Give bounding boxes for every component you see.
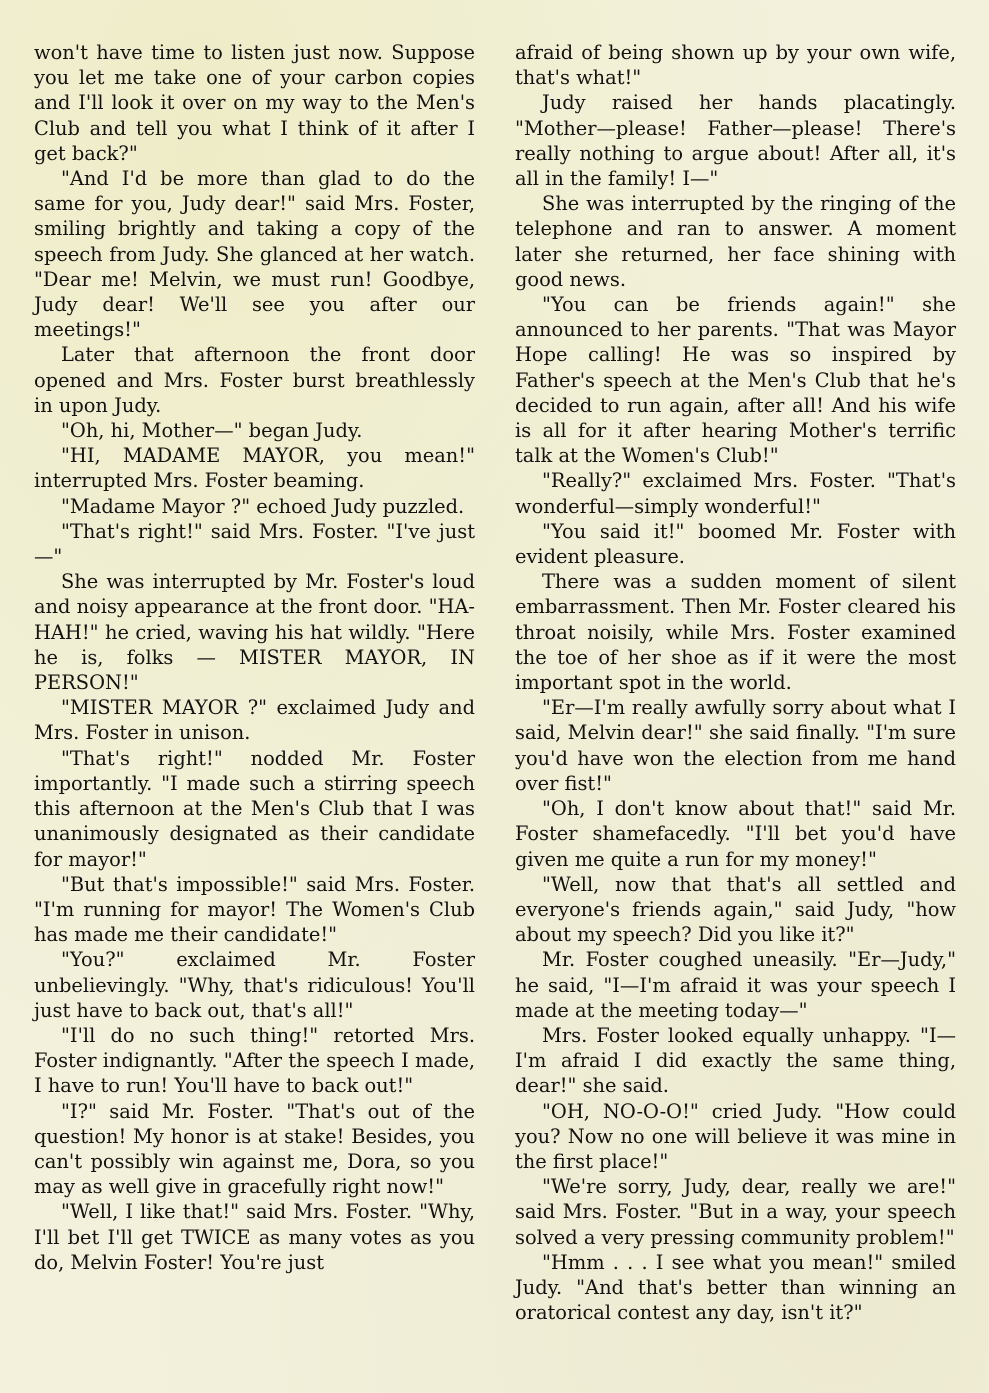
paragraph: "We're sorry, Judy, dear, really we are!" said Mrs. Foster. "But in a way, your speech solved a very pressing community problem!" <box>515 1175 956 1249</box>
paragraph: "Er—I'm really awfully sorry about what I said, Melvin dear!" she said finally. "I'm sure you'd have won the election from me hand over fist!" <box>515 696 956 795</box>
left-text-column <box>34 40 475 1275</box>
paragraph: "HI, MADAME MAYOR, you mean!" interrupted Mrs. Foster beaming. <box>34 444 475 493</box>
paragraph: "OH, NO-O-O!" cried Judy. "How could you? Now no one will believe it was mine in the first place!" <box>515 1099 956 1173</box>
paragraph: "Hmm . . . I see what you mean!" smiled Judy. "And that's better than winning an oratorical contest any day, isn't it?" <box>515 1250 956 1325</box>
paragraph: Mrs. Foster looked equally unhappy. "I—I'm afraid I did exactly the same thing, dear!" she said. <box>515 1023 956 1098</box>
right-text-column <box>515 40 956 1325</box>
paragraph: "Madame Mayor ?" echoed Judy puzzled. <box>61 494 465 518</box>
paragraph: There was a sudden moment of silent embarrassment. Then Mr. Foster cleared his throat noisily, while Mrs. Foster examined the toe of her shoe as if it were the most important spot in the world. <box>515 570 956 695</box>
paragraph: "Really?" exclaimed Mrs. Foster. "That's wonderful—simply wonderful!" <box>515 469 956 518</box>
paragraph: She was interrupted by Mr. Foster's loud and noisy appearance at the front door. "HA-HAH!" he cried, waving his hat wildly. "Here he is, folks — MISTER MAYOR, IN PERSON!" <box>34 570 475 695</box>
paragraph: Judy raised her hands placatingly. "Mother—please! Father—please! There's really nothing to argue about! After all, it's all in the family! I—" <box>515 91 956 191</box>
paragraph: "Oh, I don't know about that!" said Mr. Foster shamefacedly. "I'll bet you'd have given me quite a run for my money!" <box>515 797 956 871</box>
paragraph: "I'll do no such thing!" retorted Mrs. Foster indignantly. "After the speech I made, I have to run! You'll have to back out!" <box>34 1023 475 1098</box>
paragraph: "I?" said Mr. Foster. "That's out of the question! My honor is at stake! Besides, you can't possibly win against me, Dora, so you may as well give in gracefully right now!" <box>34 1099 475 1199</box>
paragraph: "You?" exclaimed Mr. Foster unbelievingly. "Why, that's ridiculous! You'll just have to back out, that's all!" <box>34 948 475 1022</box>
paragraph: "That's right!" said Mrs. Foster. "I've just—" <box>34 519 475 569</box>
paragraph: She was interrupted by the ringing of the telephone and ran to answer. A moment later she returned, her face shining with good news. <box>515 192 956 291</box>
paragraph: "MISTER MAYOR ?" exclaimed Judy and Mrs. Foster in unison. <box>34 696 475 745</box>
paragraph: "Oh, hi, Mother—" began Judy. <box>61 419 363 443</box>
paragraph: "Well, now that that's all settled and everyone's friends again," said Judy, "how about my speech? Did you like it?" <box>515 872 956 947</box>
paragraph: afraid of being shown up by your own wife, that's what!" <box>515 41 956 90</box>
paragraph: "You said it!" boomed Mr. Foster with evident pleasure. <box>515 519 956 569</box>
paragraph: "That's right!" nodded Mr. Foster importantly. "I made such a stirring speech this afternoon at the Men's Club that I was unanimously designated as their candidate for mayor!" <box>34 746 475 871</box>
paragraph: "And I'd be more than glad to do the same for you, Judy dear!" said Mrs. Foster, smiling brightly and taking a copy of the speech from Judy. She glanced at her watch. "Dear me! Melvin, we must run! Goodbye, Judy dear! We'll see you after our meetings!" <box>34 167 475 342</box>
paragraph: Mr. Foster coughed uneasily. "Er—Judy," he said, "I—I'm afraid it was your speech I made at the meeting today—" <box>515 948 956 1022</box>
paragraph: won't have time to listen just now. Suppose you let me take one of your carbon copies and I'll look it over on my way to the Men's Club and tell you what I think of it after I get back?" <box>34 41 475 165</box>
paragraph: Later that afternoon the front door opened and Mrs. Foster burst breathlessly in upon Judy. <box>34 343 475 417</box>
paragraph: "But that's impossible!" said Mrs. Foster. "I'm running for mayor! The Women's Club has made me their candidate!" <box>34 872 475 947</box>
paragraph: "You can be friends again!" she announced to her parents. "That was Mayor Hope calling! He was so inspired by Father's speech at the Men's Club that he's decided to run again, after all! And his wife is all for it after hearing Mother's terrific talk at the Women's Club!" <box>515 293 956 468</box>
paragraph: "Well, I like that!" said Mrs. Foster. "Why, I'll bet I'll get TWICE as many votes as you do, Melvin Foster! You're just <box>34 1200 475 1274</box>
